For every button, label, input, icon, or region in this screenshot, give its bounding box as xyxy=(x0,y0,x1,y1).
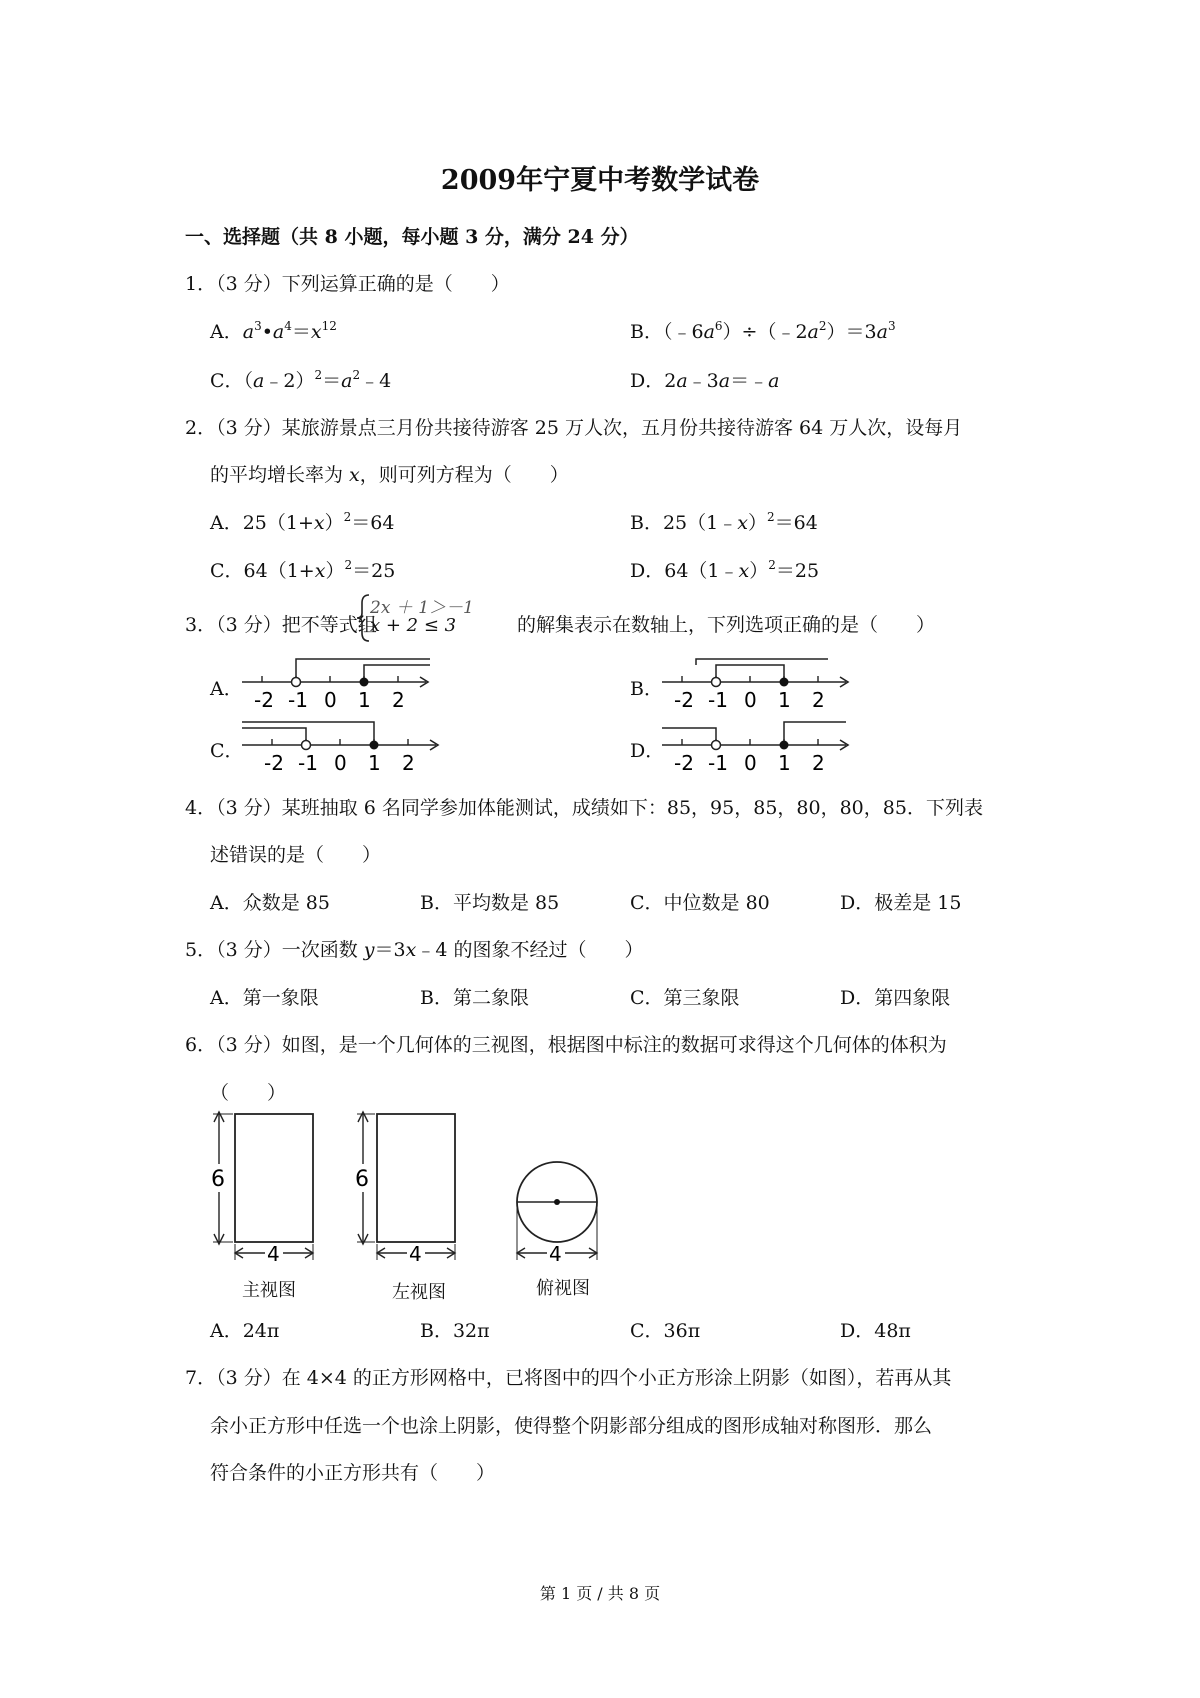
q2-option-c: C．$64(1+x)^2=25$ xyxy=(210,558,396,582)
q2-option-a: A．$25(1+x)^2=64$ xyxy=(210,510,395,534)
tick-label: -1 xyxy=(298,751,318,775)
tick-label: -2 xyxy=(674,751,694,775)
q1-option-d: D．2a﹣3a＝﹣a xyxy=(630,370,780,392)
q4-option-c: C．中位数是 80 xyxy=(630,892,770,914)
question-6-stem-line2: （ ） xyxy=(210,1082,287,1104)
tick-label: -2 xyxy=(254,688,274,712)
tick-label: 0 xyxy=(744,688,757,712)
q1-option-c: C．$(a﹣2)^2=a^2﹣4$ xyxy=(210,368,392,392)
q3-option-a-label: A． xyxy=(210,678,243,700)
q4-option-d: D．极差是 15 xyxy=(840,892,962,914)
inequality-1: 2x ＋ 1＞－1 xyxy=(370,598,474,618)
q6-option-d: D．48π xyxy=(840,1320,911,1342)
q2-option-b: B．25（1﹣x）$^2$＝64 xyxy=(630,510,818,534)
q2-option-d: D．64（1﹣x）$^2$＝25 xyxy=(630,558,820,582)
tick-label: 1 xyxy=(778,688,791,712)
tick-label: 1 xyxy=(358,688,371,712)
question-2-stem-line1: 2．（3 分）某旅游景点三月份共接待游客 25 万人次，五月份共接待游客 64 万人次，设每月 xyxy=(185,417,963,439)
number-line-b xyxy=(660,655,860,717)
filled-point-icon xyxy=(360,678,369,687)
top-view xyxy=(517,1162,597,1266)
left-view xyxy=(353,1112,455,1266)
question-1-stem: 1．（3 分）下列运算正确的是（ ） xyxy=(185,273,510,295)
front-view xyxy=(209,1112,313,1266)
tick-label: 0 xyxy=(324,688,337,712)
section-heading: 一、选择题（共 8 小题，每小题 3 分，满分 24 分） xyxy=(185,226,639,248)
filled-point-icon xyxy=(370,741,379,750)
tick-label: 2 xyxy=(392,688,405,712)
number-line-d xyxy=(660,718,860,780)
q1-option-a: A．$a^3•a^4=x^{12}$ xyxy=(210,319,337,343)
page-title: 2009年宁夏中考数学试卷 xyxy=(440,165,760,196)
dimension-label: 4 xyxy=(409,1242,422,1266)
left-view-caption: 左视图 xyxy=(392,1282,446,1303)
open-point-icon xyxy=(292,678,301,687)
q5-option-b: B．第二象限 xyxy=(420,987,529,1009)
q5-option-a: A．第一象限 xyxy=(210,987,319,1009)
question-7-stem-line2: 余小正方形中任选一个也涂上阴影，使得整个阴影部分组成的图形成轴对称图形．那么 xyxy=(210,1415,933,1437)
q6-option-a: A．24π xyxy=(210,1320,280,1342)
q3-option-c-label: C． xyxy=(210,740,244,762)
dimension-label: 6 xyxy=(211,1167,225,1192)
tick-label: 2 xyxy=(812,751,825,775)
inequality-system xyxy=(356,593,516,643)
top-view-caption: 俯视图 xyxy=(536,1278,590,1299)
tick-label: -1 xyxy=(708,751,728,775)
tick-label: 0 xyxy=(334,751,347,775)
tick-label: 1 xyxy=(778,751,791,775)
question-5-stem: 5．（3 分）一次函数 y＝3x﹣4 的图象不经过（ ） xyxy=(185,939,644,961)
q1-option-b: B．$(﹣6a^6)\div(﹣2a^2)=3a^3$ xyxy=(630,319,896,343)
tick-label: 1 xyxy=(368,751,381,775)
three-views-figure xyxy=(205,1108,625,1298)
q6-option-b: B．32π xyxy=(420,1320,490,1342)
q4-option-a: A．众数是 85 xyxy=(210,892,330,914)
filled-point-icon xyxy=(780,678,789,687)
number-line-a xyxy=(240,655,440,717)
tick-label: 0 xyxy=(744,751,757,775)
dimension-label: 4 xyxy=(267,1242,280,1266)
q3-option-b-label: B． xyxy=(630,678,663,700)
filled-point-icon xyxy=(780,741,789,750)
question-3-stem-suffix: 的解集表示在数轴上，下列选项正确的是（ ） xyxy=(517,614,936,636)
question-3-stem-prefix: 3．（3 分）把不等式组 xyxy=(185,614,377,636)
tick-label: -1 xyxy=(708,688,728,712)
dimension-label: 6 xyxy=(355,1167,369,1192)
open-point-icon xyxy=(302,741,311,750)
tick-label: -1 xyxy=(288,688,308,712)
open-point-icon xyxy=(712,678,721,687)
question-7-stem-line1: 7．（3 分）在 4×4 的正方形网格中，已将图中的四个小正方形涂上阴影（如图），若再从其 xyxy=(185,1367,952,1389)
question-7-stem-line3: 符合条件的小正方形共有（ ） xyxy=(210,1462,496,1484)
q3-option-d-label: D． xyxy=(630,740,665,762)
tick-label: -2 xyxy=(264,751,284,775)
page-footer: 第 1 页 / 共 8 页 xyxy=(539,1584,661,1603)
q6-option-c: C．36π xyxy=(630,1320,701,1342)
tick-label: -2 xyxy=(674,688,694,712)
question-4-stem-line1: 4．（3 分）某班抽取 6 名同学参加体能测试，成绩如下：85，95，85，80，80，85．下列表 xyxy=(185,797,983,819)
q4-option-b: B．平均数是 85 xyxy=(420,892,560,914)
dimension-label: 4 xyxy=(549,1242,562,1266)
tick-label: 2 xyxy=(812,688,825,712)
q5-option-c: C．第三象限 xyxy=(630,987,740,1009)
inequality-2: x + 2 ≤ 3 xyxy=(370,615,457,636)
tick-label: 2 xyxy=(402,751,415,775)
question-2-stem-line2: 的平均增长率为 x，则可列方程为（ ） xyxy=(210,464,569,486)
q5-option-d: D．第四象限 xyxy=(840,987,951,1009)
question-4-stem-line2: 述错误的是（ ） xyxy=(210,844,382,866)
number-line-c xyxy=(240,718,440,780)
question-6-stem-line1: 6．（3 分）如图，是一个几何体的三视图，根据图中标注的数据可求得这个几何体的体积为 xyxy=(185,1034,947,1056)
open-point-icon xyxy=(712,741,721,750)
front-view-caption: 主视图 xyxy=(242,1280,296,1301)
